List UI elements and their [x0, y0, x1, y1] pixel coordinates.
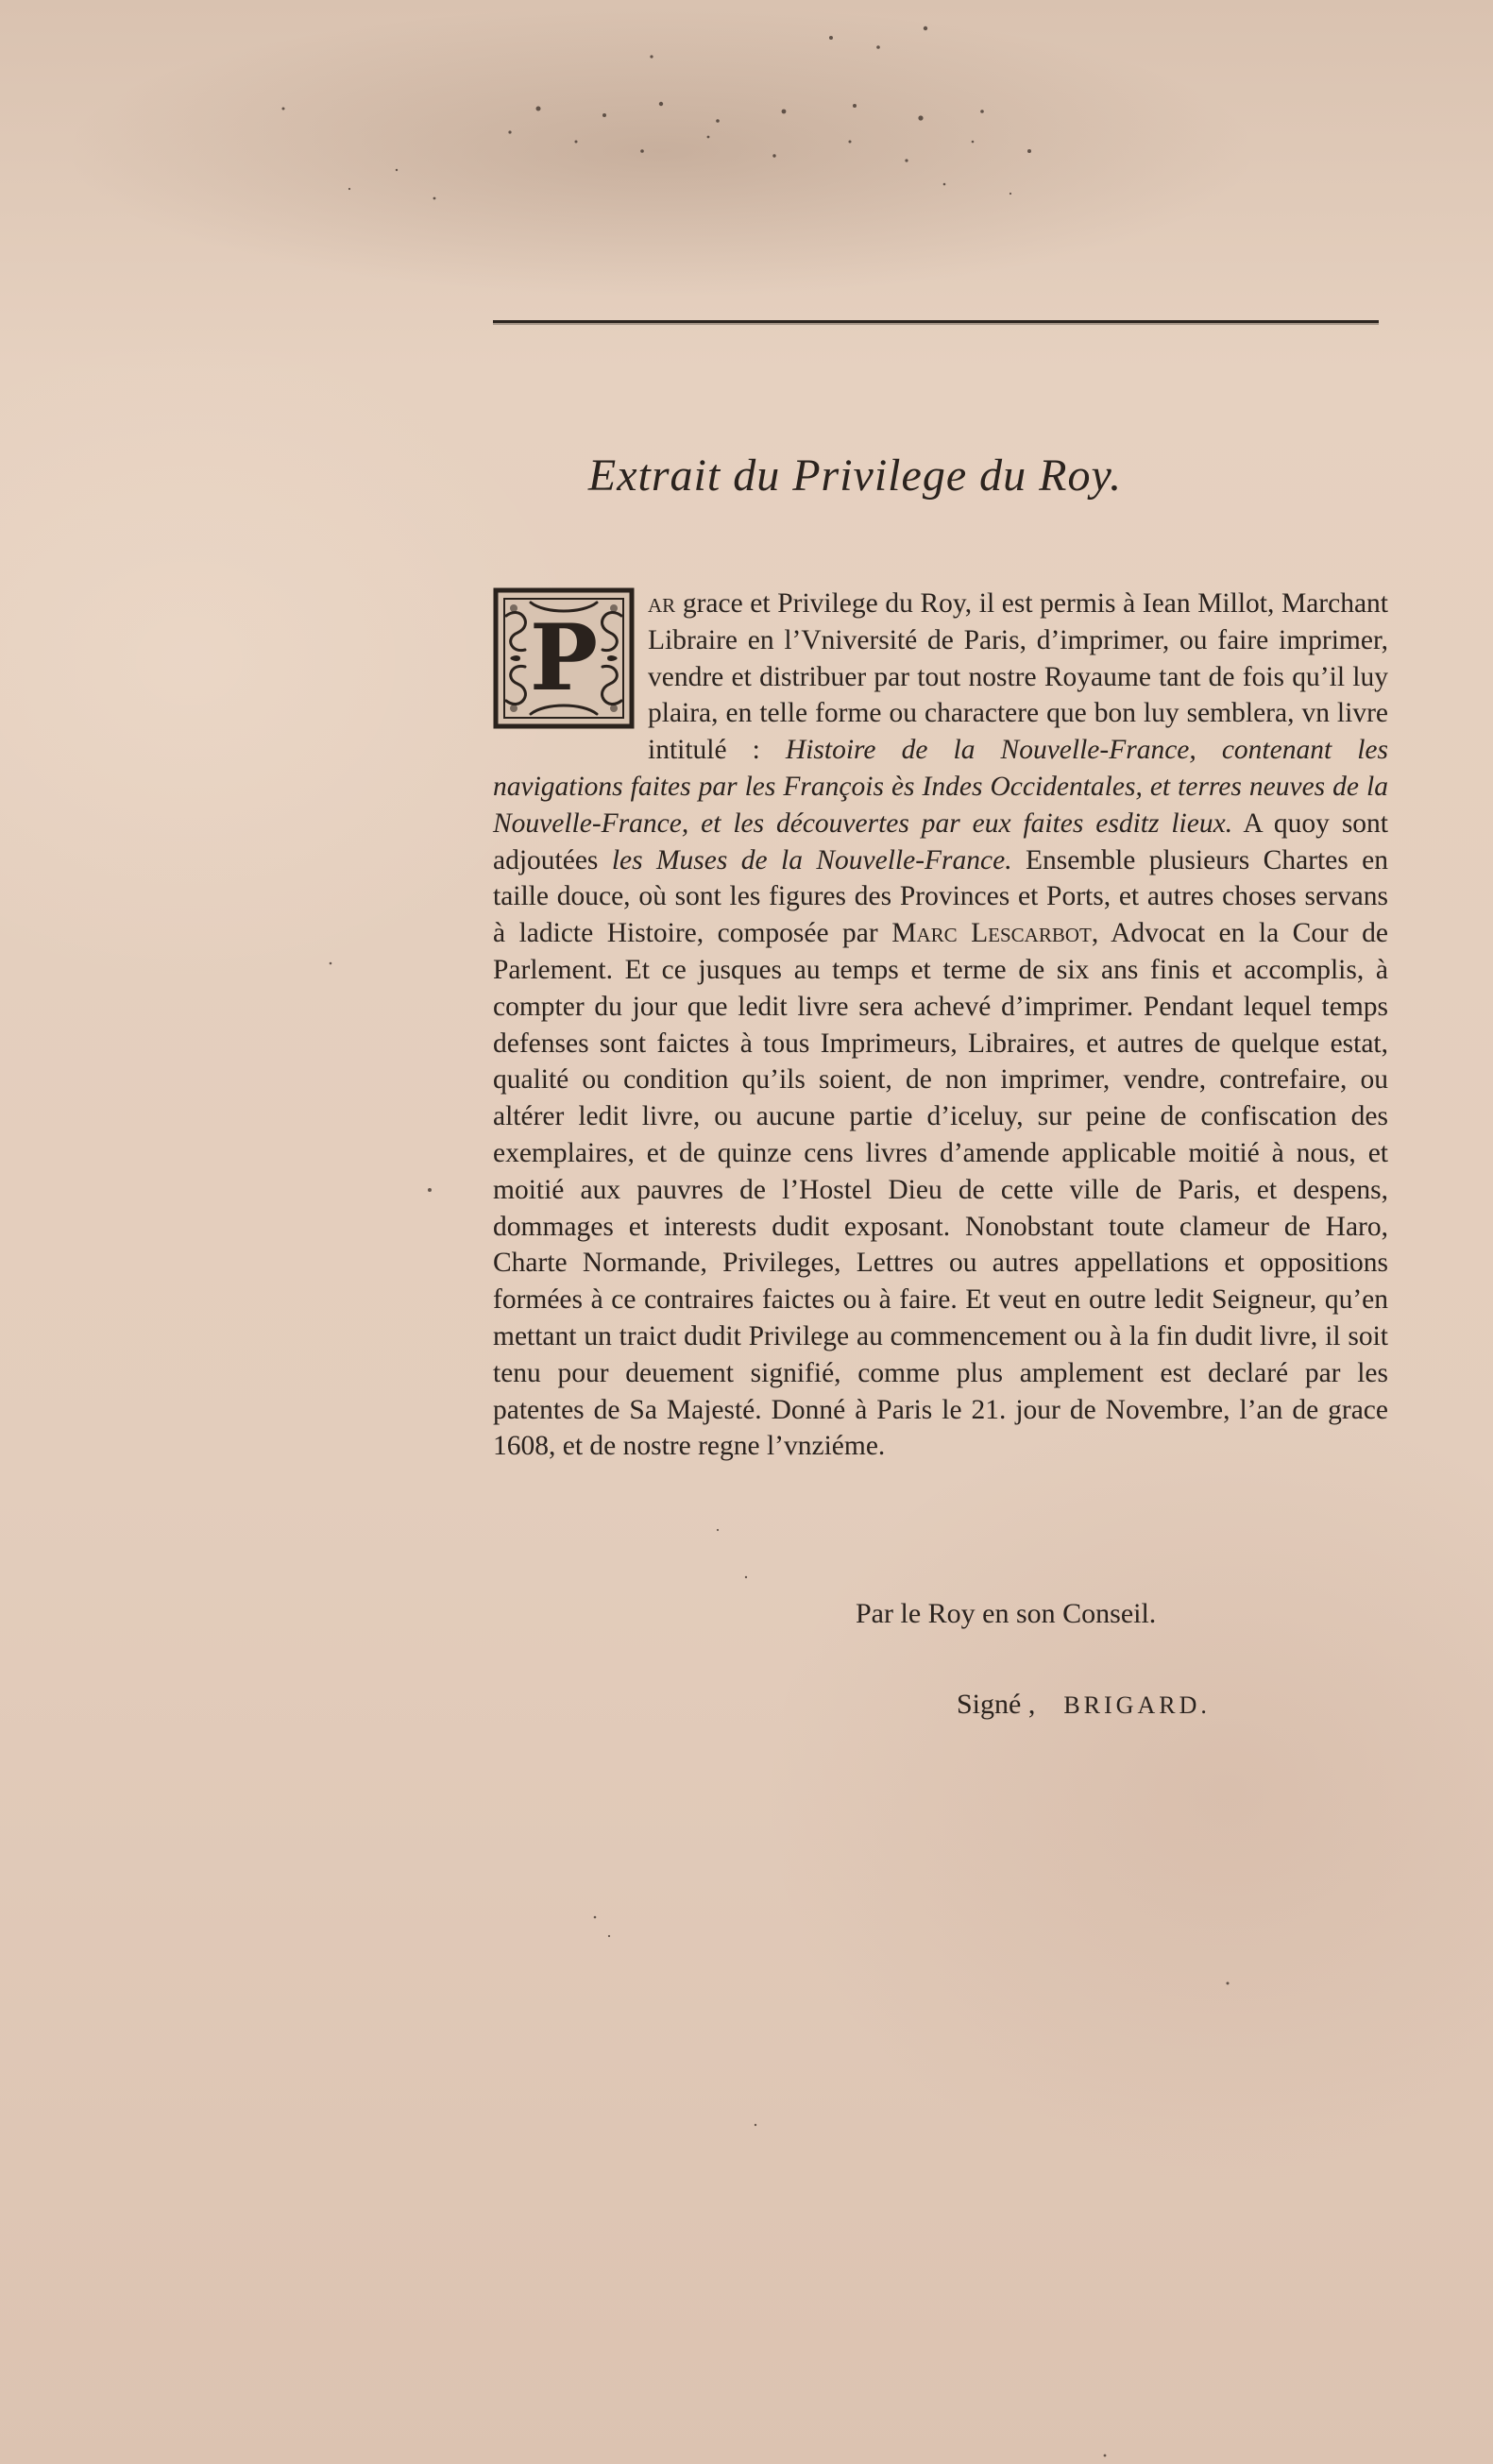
drop-cap — [493, 587, 635, 729]
body-text-segment: grace et Privilege du Roy, il est permis à Iean Millot, Marchant Libraire en l’Vniversité de Paris, d’imprimer, ou faire imprimer, vendre et distribuer par tout nostre Royaume tant de fois qu’il luy plaira, en telle forme ou charactere que bon luy semblera, vn livre intitulé : — [648, 588, 1388, 766]
top-rule — [493, 320, 1379, 323]
body-text-segment: Ensemble plusieurs Chartes en taille douce, où sont les figures des Provinces et Ports, et autres choses servans à ladicte Histoire, composée par — [493, 844, 1389, 949]
signe-label: Signé , — [957, 1689, 1036, 1720]
page-title: Extrait du Privilege du Roy. — [587, 450, 1123, 501]
body-text-segment: A quoy sont adjoutées — [493, 807, 1388, 875]
body-text-segment: ar — [648, 588, 676, 619]
signer-name: BRIGARD. — [1063, 1691, 1211, 1719]
muses-title-italic: les Muses de la Nouvelle-France. — [611, 844, 1012, 875]
book-title-italic: Histoire de la Nouvelle-France, contenant les navigations faites par les François ès Indes Occidentales, et terres neuves de la Nouvelle-France, et les découvertes par eux faites esditz lieux. — [493, 735, 1388, 839]
body-text-segment: , Advocat en la Cour de Parlement. Et ce jusques au temps et terme de six ans finis et accomplis, à compter du jour que ledit livre sera achevé d’imprimer. Pendant lequel temps defenses sont faictes à tous Imprimeurs, Libraires, et autres de quelque estat, qualité ou condition qu’ils soient, de non imprimer, vendre, contrefaire, ou altérer ledit livre, ou aucune partie d’iceluy, sur peine de confiscation des exemplaires, et de quinze cens livres d’amende applicable moitié à nous, et moitié aux pauvres de l’Hostel Dieu de cette ville de Paris, et despens, dommages et interests dudit exposant. Nonobstant toute clameur de Haro, Charte Normande, Privileges, Lettres ou autres appellations et oppositions formées à ce contraires faictes ou à faire. Et veut en outre ledit Seigneur, qu’en mettant un traict dudit Privilege au commencement ou à la fin dudit livre, il soit tenu pour deuement signifié, comme plus amplement est declaré par les patentes de Sa Majesté. Donné à Paris le 21. jour de Novembre, l’an de grace 1608, et de nostre regne l’vnziéme. — [493, 918, 1388, 1462]
signature-line — [957, 1689, 1211, 1721]
author-name: Marc Lescarbot — [891, 918, 1092, 949]
drop-cap-letter: P — [529, 604, 599, 711]
council-line: Par le Roy en son Conseil. — [856, 1598, 1157, 1629]
privilege-body — [493, 586, 1388, 1465]
